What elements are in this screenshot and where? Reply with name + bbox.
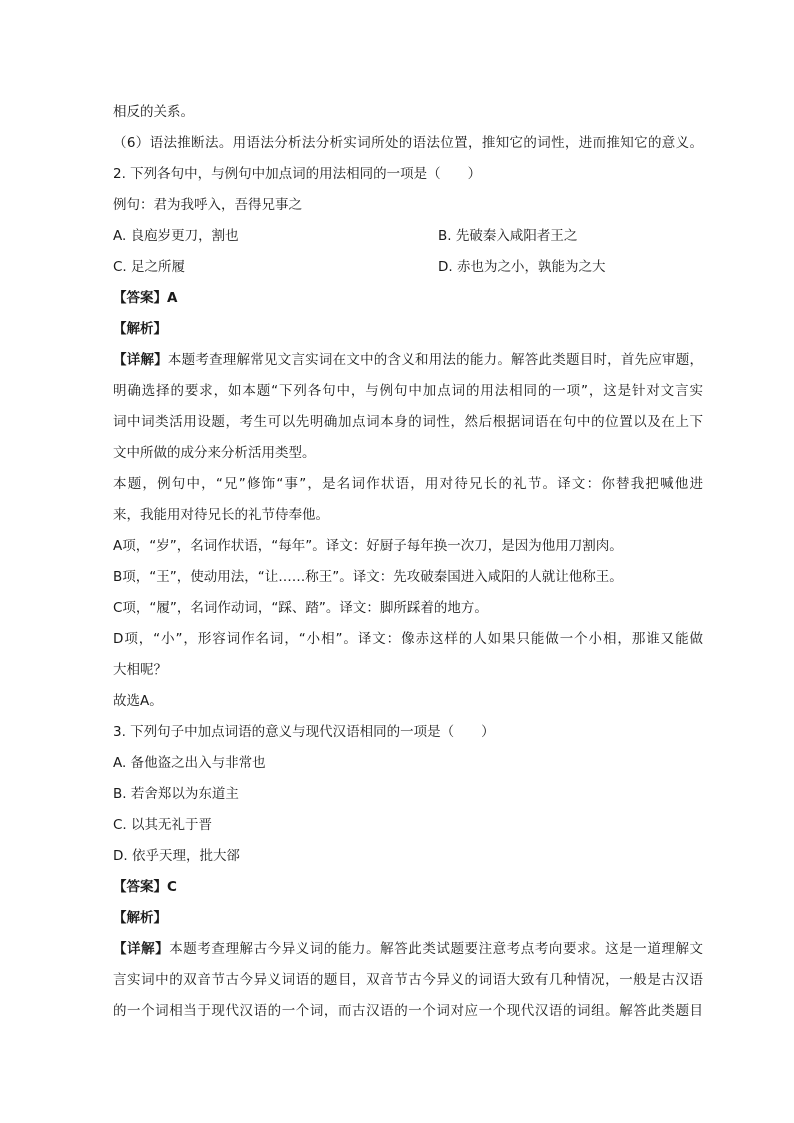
q2-body-line-1: 本题，例句中，“兄”修饰“事”，是名词作状语，用对待兄长的礼节。译文：你替我把喊他进 [113,476,703,492]
q2-detail-line-2: 明确选择的要求，如本题“下列各句中，与例句中加点词的用法相同的一项”，这是针对文言实 [113,383,703,399]
q2-detail-line-4: 文中所做的成分来分析活用类型。 [113,445,316,461]
q3-option-a: A. 备他盗之出入与非常也 [113,755,266,771]
q2-body-line-5: C项，“履”，名词作动词，“踩、踏”。译文：脚所踩着的地方。 [113,600,488,616]
detail-label: 【详解】 [113,352,168,368]
q2-body-line-2: 来，我能用对待兄长的礼节侍奉他。 [113,507,329,523]
q2-analysis-label: 【解析】 [113,321,167,337]
detail-label: 【详解】 [113,941,170,957]
q3-answer [113,877,703,897]
detail-text: 本题考查理解常见文言实词在文中的含义和用法的能力。解答此类题目时，首先应审题， [167,352,704,368]
q3-stem: 3. 下列句子中加点词语的意义与现代汉语相同的一项是（ ） [113,724,495,740]
q2-body-line-6: D项，“小”，形容词作名词，“小相”。译文：像赤这样的人如果只能做一个小相，那谁又能做 [113,631,703,647]
q3-detail-line-2: 言实词中的双音节古今异义词语的题目，双音节古今异义的词语大致有几种情况，一般是古汉语 [113,972,703,988]
q2-option-d: D. 赤也为之小，孰能为之大 [438,259,606,275]
q3-option-d: D. 依乎天理，批大郤 [113,848,240,864]
answer-value: C [167,879,177,895]
q2-option-a: A. 良庖岁更刀，割也 [113,228,239,244]
q2-answer [113,288,703,308]
q2-body-line-7: 大相呢？ [113,662,167,678]
q2-body-line-4: B项，“王”，使动用法，“让……称王”。译文：先攻破秦国进入咸阳的人就让他称王。 [113,569,623,585]
q3-analysis-label: 【解析】 [113,910,167,926]
answer-label: 【答案】 [113,879,167,895]
q3-option-c: C. 以其无礼于晋 [113,817,213,833]
answer-value: A [167,290,178,306]
q2-body-line-8: 故选A。 [113,693,163,709]
intro-line-2: （6）语法推断法。用语法分析法分析实词所处的语法位置，推知它的词性，进而推知它的意义。 [113,135,703,151]
q2-option-c: C. 足之所履 [113,259,186,275]
q2-option-b: B. 先破秦入咸阳者王之 [438,228,578,244]
q2-detail-line-3: 词中词类活用设题，考生可以先明确加点词本身的词性，然后根据词语在句中的位置以及在上下 [113,414,703,430]
q2-stem: 2. 下列各句中，与例句中加点词的用法相同的一项是（ ） [113,166,482,182]
q2-detail-line-1 [113,350,703,370]
q3-detail-line-1 [113,939,703,959]
q3-detail-line-3: 的一个词相当于现代汉语的一个词，而古汉语的一个词对应一个现代汉语的词组。解答此类题目 [113,1003,703,1019]
intro-line-1: 相反的关系。 [113,104,194,120]
detail-text: 本题考查理解古今异义词的能力。解答此类试题要注意考点考向要求。这是一道理解文 [169,941,704,957]
answer-label: 【答案】 [113,290,167,306]
q3-option-b: B. 若舍郑以为东道主 [113,786,239,802]
q2-example: 例句：君为我呼入，吾得兄事之 [113,197,302,213]
q2-body-line-3: A项，“岁”，名词作状语，“每年”。译文：好厨子每年换一次刀，是因为他用刀割肉。 [113,538,623,554]
